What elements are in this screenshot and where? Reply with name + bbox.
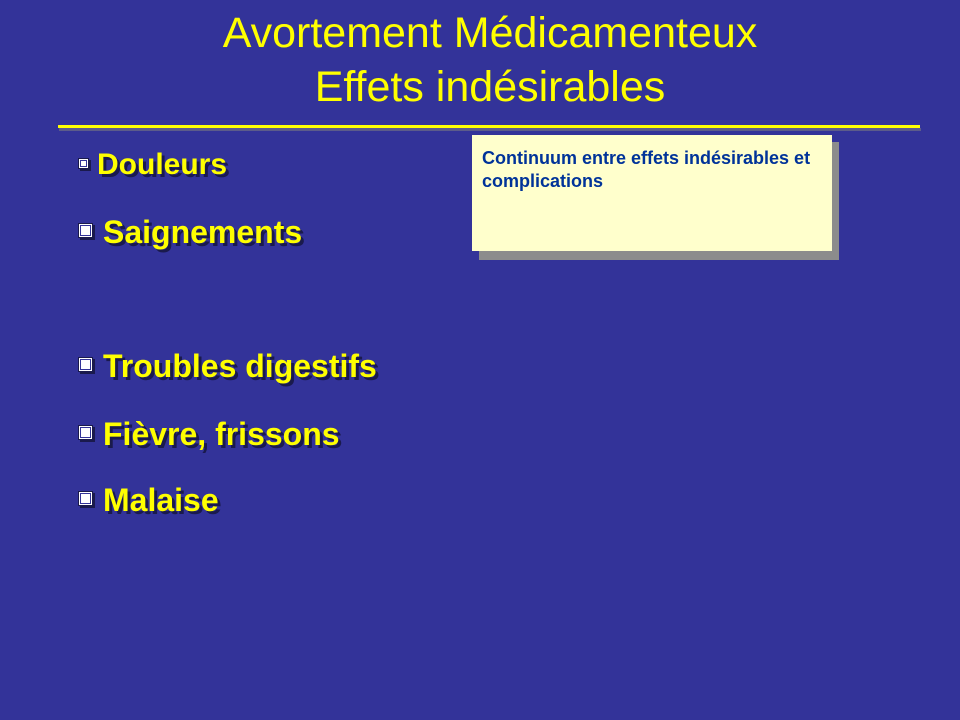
title-line-2: Effets indésirables	[314, 63, 666, 111]
slide-title	[60, 6, 920, 114]
checkbox-bullet-icon	[78, 158, 89, 169]
bullet-item-troubles-digestifs	[78, 346, 377, 385]
bullet-text: Douleurs	[97, 148, 228, 182]
bullet-item-saignements	[78, 212, 302, 251]
checkbox-bullet-icon	[78, 491, 93, 506]
bullet-item-fievre-frissons	[78, 414, 340, 453]
checkbox-bullet-icon	[78, 357, 93, 372]
bullet-text: Fièvre, frissons	[103, 416, 340, 453]
callout-box	[472, 135, 832, 251]
title-line-1: Avortement Médicamenteux	[222, 9, 758, 57]
bullet-text: Malaise	[103, 482, 219, 519]
bullet-text: Troubles digestifs	[103, 348, 377, 385]
bullet-item-douleurs	[78, 147, 227, 182]
bullet-text: Saignements	[103, 214, 303, 251]
checkbox-bullet-icon	[78, 223, 93, 238]
checkbox-bullet-icon	[78, 425, 93, 440]
title-divider	[58, 125, 920, 128]
bullet-item-malaise	[78, 480, 219, 519]
callout-text: Continuum entre effets indésirables et complications	[482, 148, 811, 191]
